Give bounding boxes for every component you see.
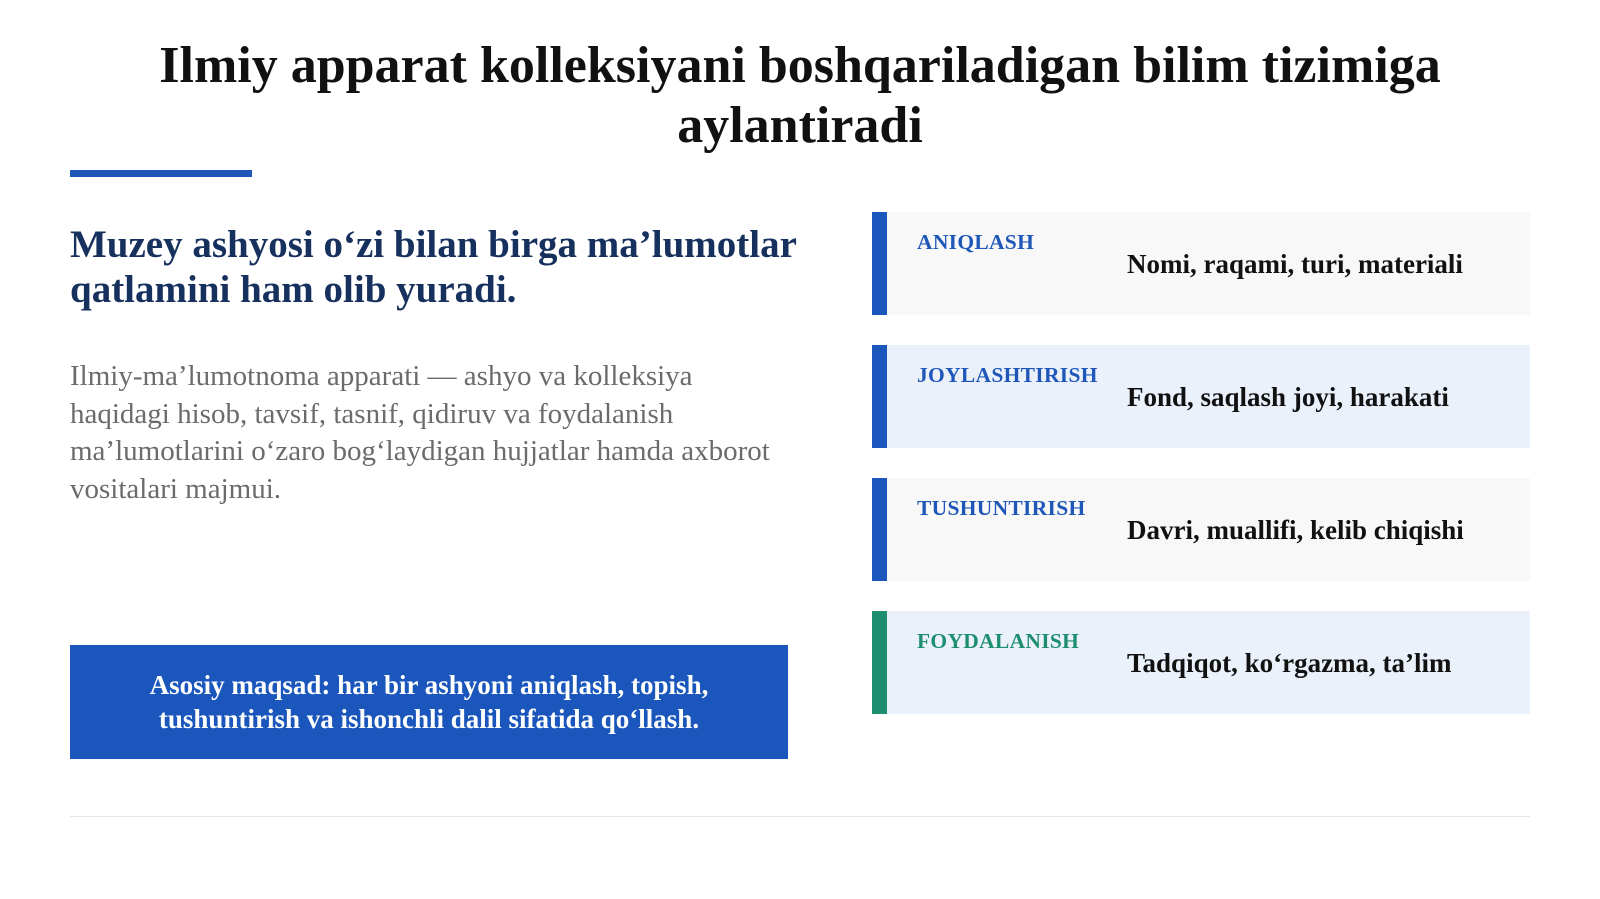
- goal-text: Asosiy maqsad: har bir ashyoni aniqlash, topish, tushuntirish va ishonchli dalil sifatida qo‘llash.: [149, 670, 709, 734]
- card-value: Fond, saqlash joyi, harakati: [1127, 381, 1449, 412]
- card-usage: [872, 611, 1530, 714]
- card-label: TUSHUNTIRISH: [917, 496, 1086, 520]
- card-explanation: [872, 478, 1530, 581]
- card-label: FOYDALANISH: [917, 629, 1080, 653]
- card-value: Nomi, raqami, turi, materiali: [1127, 248, 1463, 279]
- card-accent-bar: [872, 478, 887, 581]
- title-underline: [70, 170, 252, 177]
- bottom-divider: [70, 816, 1530, 817]
- goal-callout: [70, 645, 788, 759]
- card-accent-bar: [872, 212, 887, 315]
- card-value: Davri, muallifi, kelib chiqishi: [1127, 514, 1464, 545]
- lead-statement: Muzey ashyosi o‘zi bilan birga ma’lumotlar qatlamini ham olib yuradi.: [70, 223, 797, 311]
- card-accent-bar: [872, 611, 887, 714]
- card-label: ANIQLASH: [917, 230, 1035, 254]
- card-accent-bar: [872, 345, 887, 448]
- card-value: Tadqiqot, ko‘rgazma, ta’lim: [1127, 647, 1452, 678]
- card-label: JOYLASHTIRISH: [917, 363, 1098, 387]
- description-text: Ilmiy-ma’lumotnoma apparati — ashyo va kolleksiya haqidagi hisob, tavsif, tasnif, qidiruv va foydalanish ma’lumotlarini o‘zaro bog‘laydigan hujjatlar hamda axborot vositalari majmui.: [70, 360, 770, 505]
- card-identification: [872, 212, 1530, 315]
- page-title: Ilmiy apparat kolleksiyani boshqariladigan bilim tizimiga aylantiradi: [159, 37, 1441, 154]
- card-location: [872, 345, 1530, 448]
